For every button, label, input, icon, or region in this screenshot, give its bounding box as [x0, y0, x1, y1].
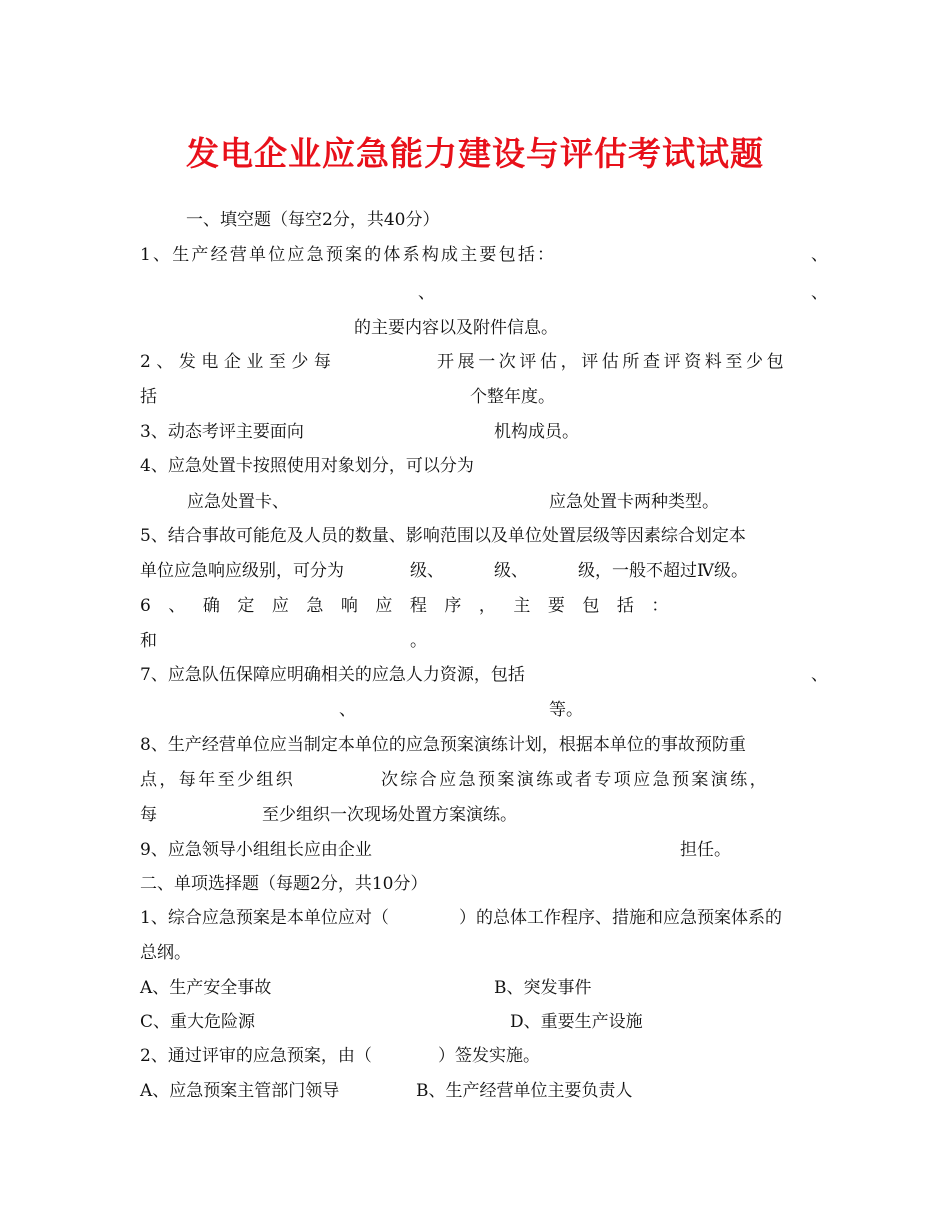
s2-q1-option-c: C、重大危险源 — [140, 1012, 256, 1032]
s2-q1-line1-end: ）的总体工作程序、措施和应急预案体系的 — [459, 908, 782, 928]
q5-line1: 5、结合事故可能危及人员的数量、影响范围以及单位处置层级等因素综合划定本 — [140, 526, 746, 546]
q7-sep1: 、 — [811, 665, 828, 685]
q7-sep2: 、 — [339, 700, 356, 720]
q4-line2-end: 应急处置卡两种类型。 — [549, 492, 719, 512]
q6-line2-end: 。 — [410, 631, 427, 651]
q3-end: 机构成员。 — [494, 422, 579, 442]
s2-q1-option-b: B、突发事件 — [494, 978, 592, 998]
section-2-heading: 二、单项选择题（每题2分，共10分） — [140, 874, 428, 894]
s2-q1-line1-start: 1、综合应急预案是本单位应对（ — [140, 908, 389, 928]
q8-line3-start: 每 — [140, 805, 157, 825]
s2-q2-option-b: B、生产经营单位主要负责人 — [416, 1081, 633, 1101]
q9-start: 9、应急领导小组组长应由企业 — [140, 840, 372, 860]
q2-line1-start: 2、发电企业至少每 — [140, 352, 337, 372]
q9-end: 担任。 — [680, 840, 731, 860]
q4-line1: 4、应急处置卡按照使用对象划分，可以分为 — [140, 456, 474, 476]
section-1-heading: 一、填空题（每空2分，共40分） — [186, 210, 440, 230]
q1-sep1: 、 — [811, 245, 828, 265]
q7-line1: 7、应急队伍保障应明确相关的应急人力资源，包括 — [140, 665, 525, 685]
q2-line2-start: 括 — [140, 387, 157, 407]
q8-line3-end: 至少组织一次现场处置方案演练。 — [262, 805, 517, 825]
q1-line1: 1、生产经营单位应急预案的体系构成主要包括： — [140, 245, 557, 265]
q8-line2-end: 次综合应急预案演练或者专项应急预案演练， — [381, 770, 769, 790]
q2-line1-end: 开展一次评估，评估所查评资料至少包 — [437, 352, 788, 372]
q5-line2-start: 单位应急响应级别，可分为 — [140, 561, 344, 581]
s2-q1-line2: 总纲。 — [140, 943, 191, 963]
q2-line2-end: 个整年度。 — [470, 387, 555, 407]
q8-line1: 8、生产经营单位应当制定本单位的应急预案演练计划，根据本单位的事故预防重 — [140, 735, 746, 755]
q8-line2-start: 点，每年至少组织 — [140, 770, 296, 790]
q6-line1: 6、确定应急响应程序，主要包括： — [140, 596, 686, 616]
q1-sep2: 、 — [418, 283, 435, 303]
s2-q1-option-a: A、生产安全事故 — [140, 978, 272, 998]
s2-q2-option-a: A、应急预案主管部门领导 — [140, 1081, 340, 1101]
exam-title: 发电企业应急能力建设与评估考试试题 — [186, 134, 764, 173]
q5-level-3: 级，一般不超过Ⅳ级。 — [578, 561, 748, 581]
q1-line3: 的主要内容以及附件信息。 — [354, 318, 558, 338]
s2-q2-line1-end: ）签发实施。 — [438, 1046, 540, 1066]
q4-line2-start: 应急处置卡、 — [187, 492, 289, 512]
q5-level-2: 级、 — [494, 561, 528, 581]
q7-line2-end: 等。 — [549, 700, 583, 720]
q6-line2-start: 和 — [140, 631, 157, 651]
s2-q2-line1-start: 2、通过评审的应急预案，由（ — [140, 1046, 372, 1066]
q1-sep3: 、 — [811, 283, 828, 303]
q3-start: 3、动态考评主要面向 — [140, 422, 304, 442]
q5-level-1: 级、 — [410, 561, 444, 581]
s2-q1-option-d: D、重要生产设施 — [510, 1012, 643, 1032]
